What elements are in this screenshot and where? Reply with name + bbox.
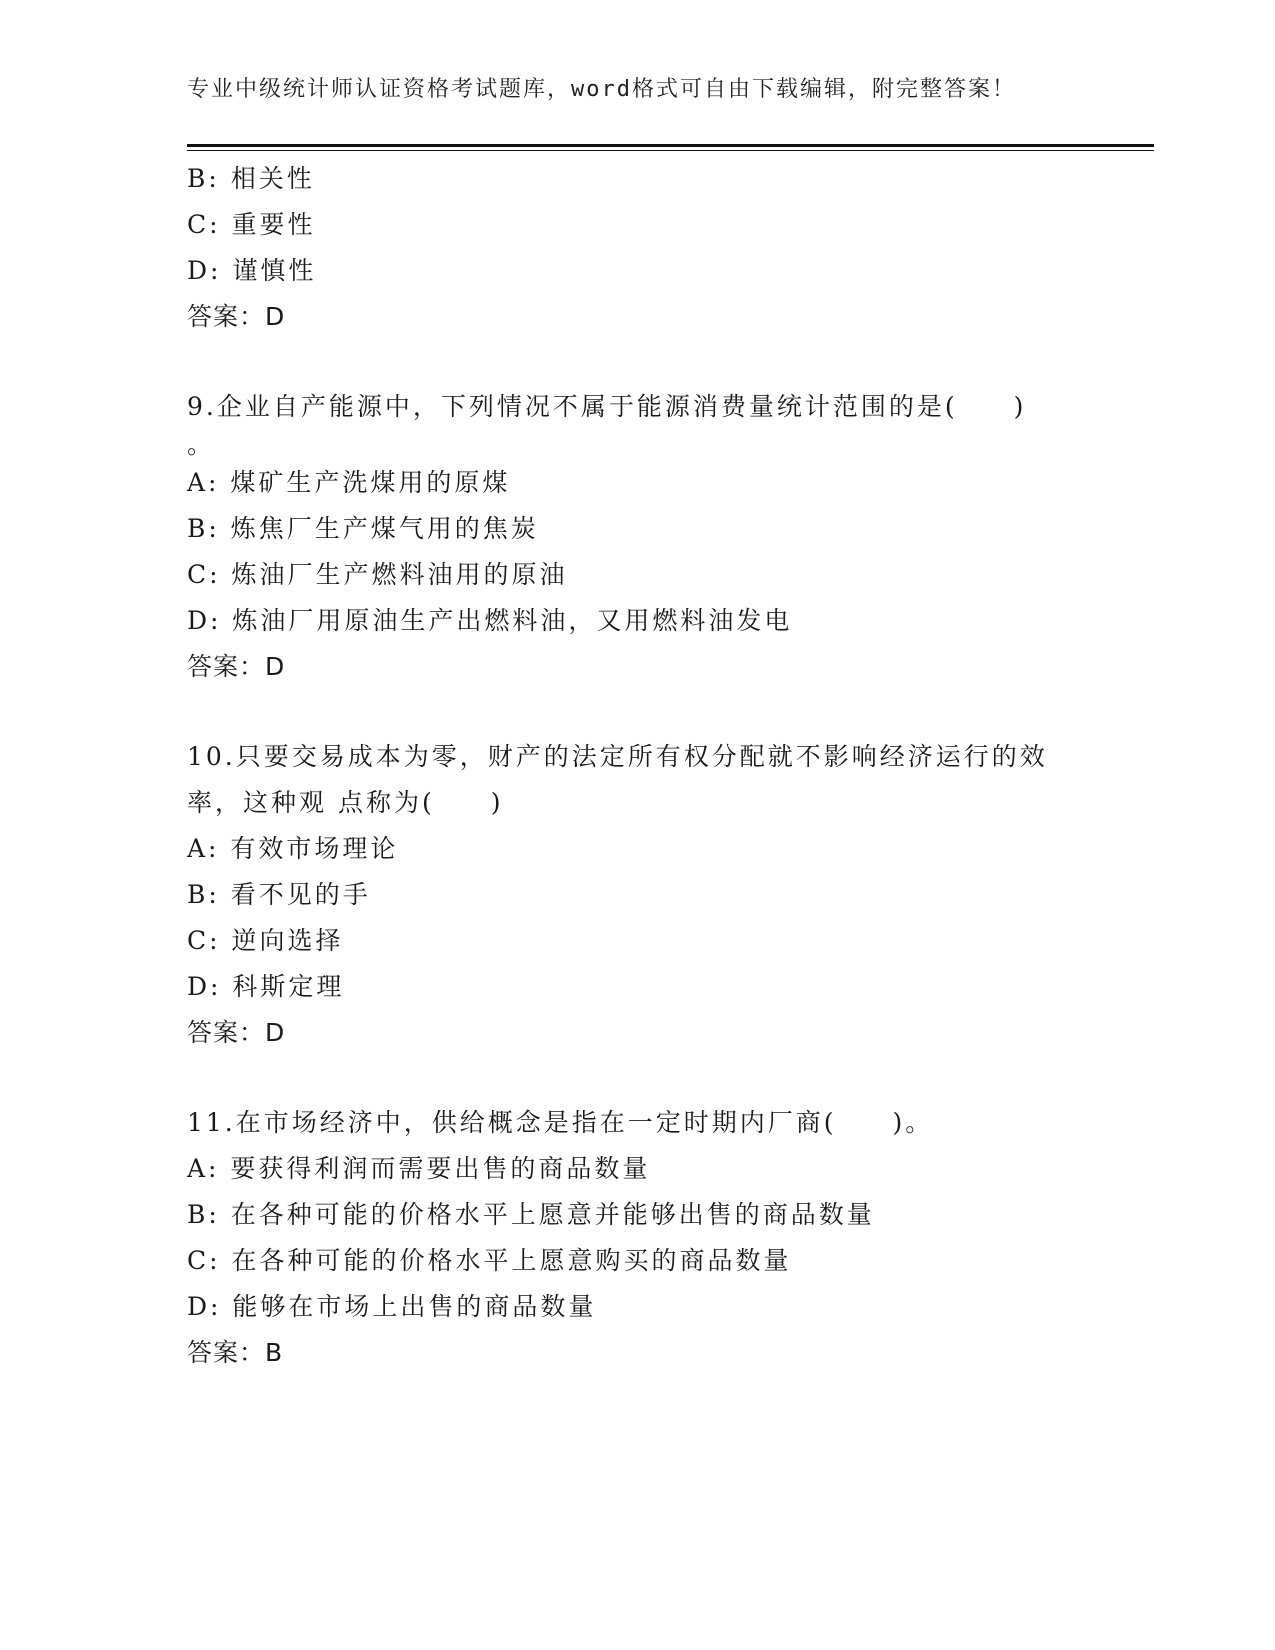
option-c: C: 炼油厂生产燃料油用的原油	[187, 560, 568, 589]
header-divider-thin	[187, 150, 1154, 151]
question-stem: 10.只要交易成本为零，财产的法定所有权分配就不影响经济运行的效	[187, 742, 1048, 771]
document-header: 专业中级统计师认证资格考试题库，word格式可自由下载编辑，附完整答案！	[187, 77, 1016, 102]
question-9-block	[187, 384, 1107, 690]
answer-line: 答案：D	[187, 652, 286, 681]
question-stem: 11.在市场经济中，供给概念是指在一定时期内厂商( )。	[187, 1108, 934, 1137]
option-b: B: 看不见的手	[187, 880, 371, 909]
answer-line: 答案：D	[187, 1018, 286, 1047]
option-b: B: 相关性	[187, 164, 315, 193]
answer-line: 答案：D	[187, 302, 286, 331]
option-c: C: 在各种可能的价格水平上愿意购买的商品数量	[187, 1246, 792, 1275]
option-a: A: 要获得利润而需要出售的商品数量	[187, 1154, 651, 1183]
question-list	[187, 156, 1107, 1376]
answer-line: 答案：B	[187, 1338, 284, 1367]
option-a: A: 煤矿生产洗煤用的原煤	[187, 468, 511, 497]
question-stem-continued: 。	[187, 430, 216, 459]
question-10-block	[187, 734, 1107, 1056]
option-b: B: 在各种可能的价格水平上愿意并能够出售的商品数量	[187, 1200, 875, 1229]
prev-question-block	[187, 156, 1107, 340]
question-11-block	[187, 1100, 1107, 1376]
option-d: D: 能够在市场上出售的商品数量	[187, 1292, 597, 1321]
option-b: B: 炼焦厂生产煤气用的焦炭	[187, 514, 539, 543]
question-stem-continued: 率，这种观 点称为( )	[187, 788, 504, 817]
option-d: D: 谨慎性	[187, 256, 317, 285]
header-divider-thick	[187, 144, 1154, 147]
option-d: D: 炼油厂用原油生产出燃料油，又用燃料油发电	[187, 606, 793, 635]
option-a: A: 有效市场理论	[187, 834, 399, 863]
option-c: C: 逆向选择	[187, 926, 344, 955]
option-c: C: 重要性	[187, 210, 316, 239]
option-d: D: 科斯定理	[187, 972, 345, 1001]
question-stem: 9.企业自产能源中，下列情况不属于能源消费量统计范围的是( )	[187, 392, 1027, 421]
